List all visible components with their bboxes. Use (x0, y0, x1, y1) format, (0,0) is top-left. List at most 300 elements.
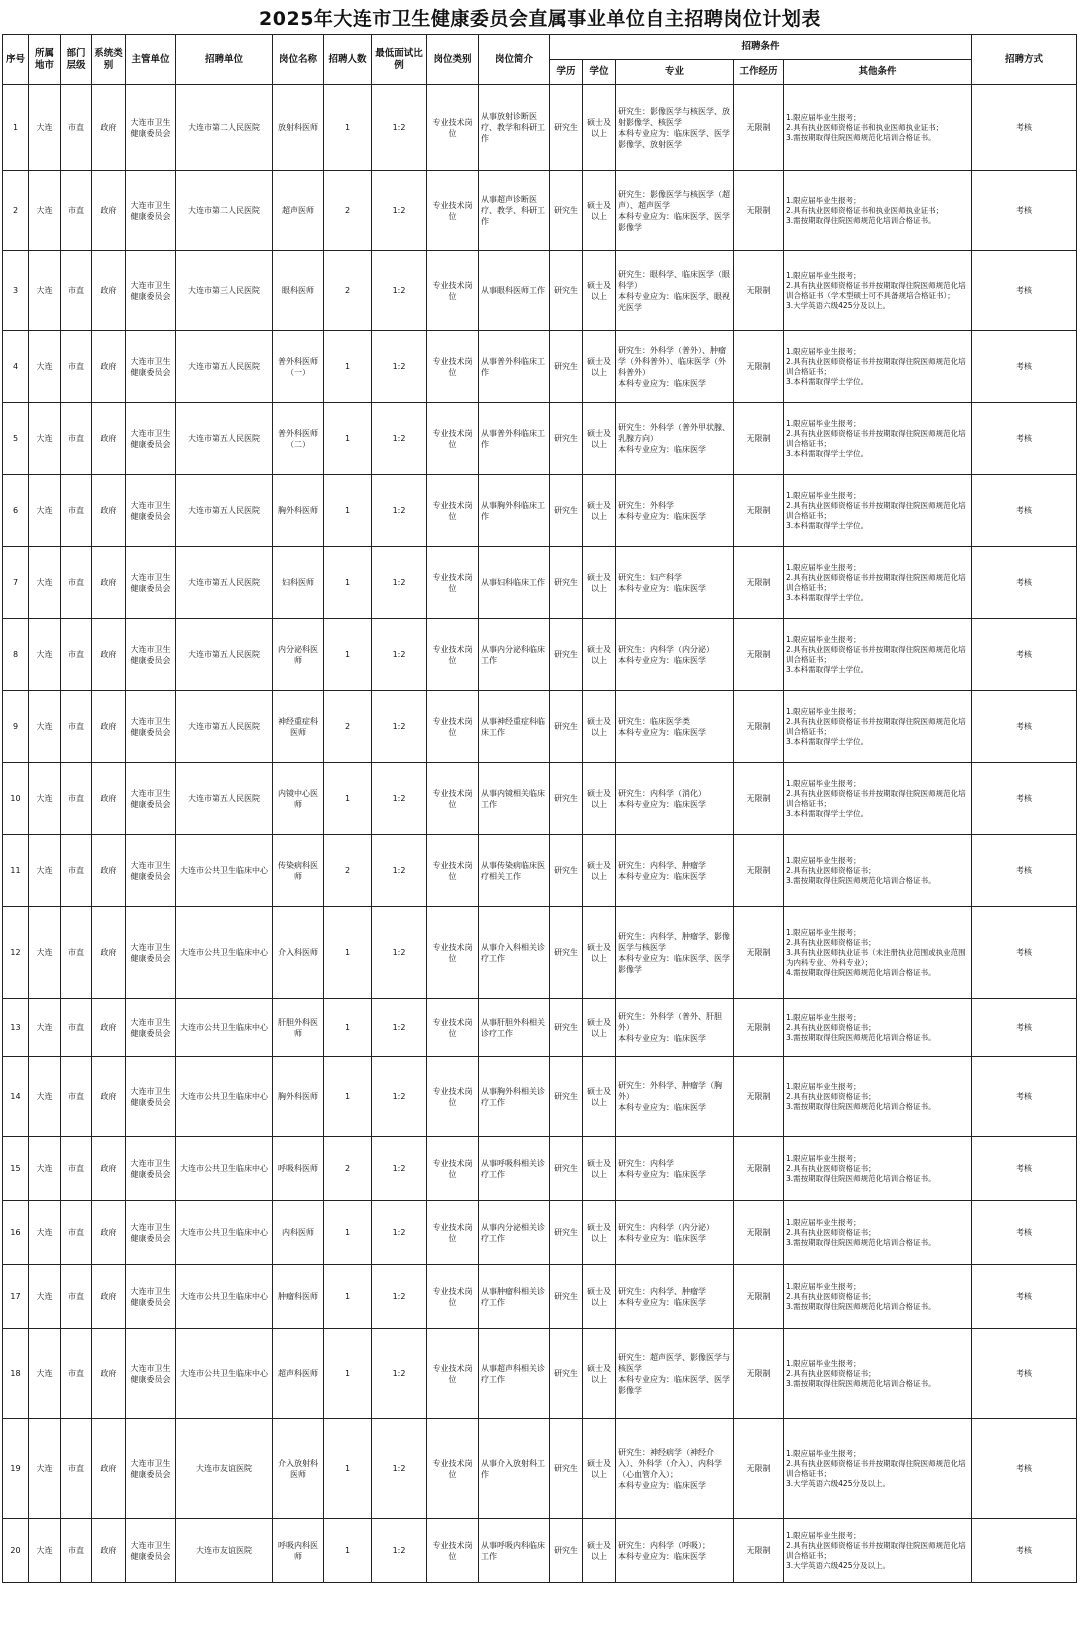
cell-authority: 大连市卫生健康委员会 (126, 251, 176, 331)
header-level: 部门层级 (61, 35, 92, 85)
cell-authority: 大连市卫生健康委员会 (126, 907, 176, 999)
cell-system: 政府 (92, 907, 126, 999)
cell-system: 政府 (92, 835, 126, 907)
cell-post: 普外科医师（一） (273, 331, 324, 403)
cell-intro: 从事介入科相关诊疗工作 (479, 907, 550, 999)
header-city: 所属地市 (29, 35, 61, 85)
cell-major: 研究生：超声医学、影像医学与核医学 本科专业应为：临床医学、医学影像学 (616, 1329, 734, 1419)
cell-city: 大连 (29, 331, 61, 403)
cell-system: 政府 (92, 331, 126, 403)
cell-post: 肿瘤科医师 (273, 1265, 324, 1329)
cell-category: 专业技术岗位 (427, 403, 479, 475)
cell-intro: 从事超声科相关诊疗工作 (479, 1329, 550, 1419)
cell-authority: 大连市卫生健康委员会 (126, 1419, 176, 1519)
cell-count: 1 (324, 1329, 372, 1419)
cell-system: 政府 (92, 1329, 126, 1419)
cell-level: 市直 (61, 1519, 92, 1583)
cell-method: 考核 (972, 619, 1077, 691)
cell-authority: 大连市卫生健康委员会 (126, 1519, 176, 1583)
cell-edu: 研究生 (550, 1137, 583, 1201)
cell-unit: 大连市第五人民医院 (176, 619, 273, 691)
cell-intro: 从事内镜相关临床工作 (479, 763, 550, 835)
cell-post: 胸外科医师 (273, 475, 324, 547)
cell-edu: 研究生 (550, 1201, 583, 1265)
cell-level: 市直 (61, 547, 92, 619)
cell-method: 考核 (972, 331, 1077, 403)
cell-other: 1.限应届毕业生报考； 2.具有执业医师资格证书； 3.具有执业医师执业证书（未注册执业范围或执业范围为内科专业、外科专业）； 4.需按期取得住院医师规范化培训合格证书。 (784, 907, 972, 999)
cell-method: 考核 (972, 691, 1077, 763)
cell-post: 传染病科医师 (273, 835, 324, 907)
cell-intro: 从事传染病临床医疗相关工作 (479, 835, 550, 907)
cell-count: 2 (324, 251, 372, 331)
table-row (3, 1519, 1077, 1583)
cell-intro: 从事放射诊断医疗、教学和科研工作 (479, 85, 550, 171)
cell-system: 政府 (92, 85, 126, 171)
cell-count: 2 (324, 691, 372, 763)
cell-seq: 4 (3, 331, 29, 403)
cell-authority: 大连市卫生健康委员会 (126, 331, 176, 403)
cell-post: 呼吸科医师 (273, 1137, 324, 1201)
cell-other: 1.限应届毕业生报考； 2.具有执业医师资格证书； 3.需按期取得住院医师规范化培训合格证书。 (784, 1137, 972, 1201)
cell-category: 专业技术岗位 (427, 331, 479, 403)
cell-major: 研究生：内科学、肿瘤学 本科专业应为：临床医学 (616, 1265, 734, 1329)
cell-other: 1.限应届毕业生报考； 2.具有执业医师资格证书； 3.需按期取得住院医师规范化培训合格证书。 (784, 1265, 972, 1329)
cell-authority: 大连市卫生健康委员会 (126, 763, 176, 835)
cell-edu: 研究生 (550, 763, 583, 835)
cell-count: 1 (324, 547, 372, 619)
cell-system: 政府 (92, 1057, 126, 1137)
cell-experience: 无限制 (734, 1329, 784, 1419)
cell-intro: 从事妇科临床工作 (479, 547, 550, 619)
cell-authority: 大连市卫生健康委员会 (126, 1057, 176, 1137)
cell-category: 专业技术岗位 (427, 619, 479, 691)
cell-edu: 研究生 (550, 1329, 583, 1419)
cell-ratio: 1:2 (372, 763, 427, 835)
cell-city: 大连 (29, 691, 61, 763)
cell-ratio: 1:2 (372, 1265, 427, 1329)
cell-count: 2 (324, 1137, 372, 1201)
cell-unit: 大连市第五人民医院 (176, 763, 273, 835)
cell-other: 1.限应届毕业生报考； 2.具有执业医师资格证书； 3.需按期取得住院医师规范化培训合格证书。 (784, 1329, 972, 1419)
cell-unit: 大连市公共卫生临床中心 (176, 1201, 273, 1265)
cell-city: 大连 (29, 403, 61, 475)
cell-city: 大连 (29, 1137, 61, 1201)
cell-seq: 11 (3, 835, 29, 907)
cell-count: 1 (324, 403, 372, 475)
cell-authority: 大连市卫生健康委员会 (126, 619, 176, 691)
cell-other: 1.限应届毕业生报考； 2.具有执业医师资格证书； 3.需按期取得住院医师规范化培训合格证书。 (784, 999, 972, 1057)
cell-major: 研究生：内科学（消化） 本科专业应为：临床医学 (616, 763, 734, 835)
cell-degree: 硕士及以上 (583, 763, 616, 835)
cell-level: 市直 (61, 1329, 92, 1419)
cell-post: 呼吸内科医师 (273, 1519, 324, 1583)
cell-level: 市直 (61, 835, 92, 907)
cell-edu: 研究生 (550, 331, 583, 403)
cell-unit: 大连市第二人民医院 (176, 171, 273, 251)
cell-authority: 大连市卫生健康委员会 (126, 691, 176, 763)
header-post: 岗位名称 (273, 35, 324, 85)
cell-ratio: 1:2 (372, 1329, 427, 1419)
cell-major: 研究生：妇产科学 本科专业应为：临床医学 (616, 547, 734, 619)
cell-city: 大连 (29, 1201, 61, 1265)
header-degree: 学位 (583, 60, 616, 85)
cell-seq: 12 (3, 907, 29, 999)
cell-authority: 大连市卫生健康委员会 (126, 1201, 176, 1265)
cell-degree: 硕士及以上 (583, 1419, 616, 1519)
cell-intro: 从事呼吸内科临床工作 (479, 1519, 550, 1583)
cell-method: 考核 (972, 403, 1077, 475)
cell-degree: 硕士及以上 (583, 907, 616, 999)
cell-intro: 从事眼科医师工作 (479, 251, 550, 331)
cell-category: 专业技术岗位 (427, 999, 479, 1057)
cell-ratio: 1:2 (372, 171, 427, 251)
cell-count: 2 (324, 835, 372, 907)
cell-system: 政府 (92, 619, 126, 691)
cell-authority: 大连市卫生健康委员会 (126, 835, 176, 907)
cell-major: 研究生：外科学（普外）、肿瘤学（外科普外）、临床医学（外科普外） 本科专业应为：临床医学 (616, 331, 734, 403)
cell-level: 市直 (61, 1057, 92, 1137)
cell-system: 政府 (92, 547, 126, 619)
cell-authority: 大连市卫生健康委员会 (126, 1265, 176, 1329)
cell-unit: 大连市第五人民医院 (176, 691, 273, 763)
cell-system: 政府 (92, 691, 126, 763)
cell-system: 政府 (92, 1519, 126, 1583)
cell-post: 神经重症科医师 (273, 691, 324, 763)
table-row (3, 475, 1077, 547)
cell-category: 专业技术岗位 (427, 1201, 479, 1265)
cell-system: 政府 (92, 1201, 126, 1265)
cell-authority: 大连市卫生健康委员会 (126, 85, 176, 171)
header-unit: 招聘单位 (176, 35, 273, 85)
cell-experience: 无限制 (734, 251, 784, 331)
cell-degree: 硕士及以上 (583, 835, 616, 907)
cell-system: 政府 (92, 763, 126, 835)
cell-post: 妇科医师 (273, 547, 324, 619)
cell-edu: 研究生 (550, 835, 583, 907)
page-title: 2025年大连市卫生健康委员会直属事业单位自主招聘岗位计划表 (259, 8, 821, 30)
cell-method: 考核 (972, 547, 1077, 619)
table-row (3, 331, 1077, 403)
cell-seq: 9 (3, 691, 29, 763)
cell-count: 1 (324, 331, 372, 403)
cell-city: 大连 (29, 85, 61, 171)
cell-post: 内分泌科医师 (273, 619, 324, 691)
cell-level: 市直 (61, 251, 92, 331)
cell-authority: 大连市卫生健康委员会 (126, 475, 176, 547)
cell-major: 研究生：内科学（内分泌） 本科专业应为：临床医学 (616, 619, 734, 691)
cell-major: 研究生：影像医学与核医学、放射影像学、核医学 本科专业应为：临床医学、医学影像学、放射医学 (616, 85, 734, 171)
cell-degree: 硕士及以上 (583, 1329, 616, 1419)
cell-degree: 硕士及以上 (583, 1519, 616, 1583)
table-row (3, 1329, 1077, 1419)
cell-other: 1.限应届毕业生报考； 2.具有执业医师资格证书和执业医师执业证书； 3.需按期取得住院医师规范化培训合格证书。 (784, 171, 972, 251)
cell-seq: 10 (3, 763, 29, 835)
header-authority: 主管单位 (126, 35, 176, 85)
cell-count: 2 (324, 171, 372, 251)
cell-method: 考核 (972, 251, 1077, 331)
cell-experience: 无限制 (734, 763, 784, 835)
table-row (3, 171, 1077, 251)
cell-method: 考核 (972, 85, 1077, 171)
cell-level: 市直 (61, 171, 92, 251)
cell-ratio: 1:2 (372, 331, 427, 403)
cell-ratio: 1:2 (372, 85, 427, 171)
cell-category: 专业技术岗位 (427, 1519, 479, 1583)
table-row (3, 835, 1077, 907)
cell-method: 考核 (972, 1201, 1077, 1265)
cell-city: 大连 (29, 547, 61, 619)
cell-system: 政府 (92, 251, 126, 331)
cell-other: 1.限应届毕业生报考； 2.具有执业医师资格证书并按期取得住院医师规范化培训合格证书； 3.本科需取得学士学位。 (784, 691, 972, 763)
cell-ratio: 1:2 (372, 691, 427, 763)
cell-category: 专业技术岗位 (427, 547, 479, 619)
cell-post: 肝胆外科医师 (273, 999, 324, 1057)
cell-edu: 研究生 (550, 475, 583, 547)
cell-degree: 硕士及以上 (583, 171, 616, 251)
cell-authority: 大连市卫生健康委员会 (126, 171, 176, 251)
cell-degree: 硕士及以上 (583, 999, 616, 1057)
cell-category: 专业技术岗位 (427, 691, 479, 763)
cell-unit: 大连市友谊医院 (176, 1419, 273, 1519)
cell-major: 研究生：内科学、肿瘤学、影像医学与核医学 本科专业应为：临床医学、医学影像学 (616, 907, 734, 999)
cell-edu: 研究生 (550, 999, 583, 1057)
cell-city: 大连 (29, 1329, 61, 1419)
cell-level: 市直 (61, 619, 92, 691)
cell-unit: 大连市公共卫生临床中心 (176, 1137, 273, 1201)
cell-seq: 16 (3, 1201, 29, 1265)
cell-category: 专业技术岗位 (427, 1137, 479, 1201)
cell-city: 大连 (29, 763, 61, 835)
cell-seq: 8 (3, 619, 29, 691)
cell-ratio: 1:2 (372, 547, 427, 619)
cell-method: 考核 (972, 475, 1077, 547)
cell-seq: 17 (3, 1265, 29, 1329)
cell-experience: 无限制 (734, 1265, 784, 1329)
cell-intro: 从事肿瘤科相关诊疗工作 (479, 1265, 550, 1329)
cell-edu: 研究生 (550, 85, 583, 171)
table-row (3, 999, 1077, 1057)
cell-post: 超声科医师 (273, 1329, 324, 1419)
cell-ratio: 1:2 (372, 403, 427, 475)
cell-city: 大连 (29, 1419, 61, 1519)
header-other: 其他条件 (784, 60, 972, 85)
cell-ratio: 1:2 (372, 835, 427, 907)
cell-degree: 硕士及以上 (583, 85, 616, 171)
header-system: 系统类别 (92, 35, 126, 85)
cell-experience: 无限制 (734, 1419, 784, 1519)
cell-other: 1.限应届毕业生报考； 2.具有执业医师资格证书并按期取得住院医师规范化培训合格证书； 3.本科需取得学士学位。 (784, 331, 972, 403)
cell-method: 考核 (972, 1137, 1077, 1201)
cell-unit: 大连市公共卫生临床中心 (176, 907, 273, 999)
cell-count: 1 (324, 1201, 372, 1265)
header-category: 岗位类别 (427, 35, 479, 85)
cell-post: 胸外科医师 (273, 1057, 324, 1137)
table-row (3, 85, 1077, 171)
cell-authority: 大连市卫生健康委员会 (126, 1137, 176, 1201)
cell-edu: 研究生 (550, 1419, 583, 1519)
cell-system: 政府 (92, 1419, 126, 1519)
cell-intro: 从事胸外科相关诊疗工作 (479, 1057, 550, 1137)
cell-degree: 硕士及以上 (583, 251, 616, 331)
cell-intro: 从事胸外科临床工作 (479, 475, 550, 547)
cell-ratio: 1:2 (372, 1201, 427, 1265)
cell-experience: 无限制 (734, 1057, 784, 1137)
cell-ratio: 1:2 (372, 999, 427, 1057)
cell-intro: 从事神经重症科临床工作 (479, 691, 550, 763)
cell-authority: 大连市卫生健康委员会 (126, 1329, 176, 1419)
cell-category: 专业技术岗位 (427, 475, 479, 547)
cell-intro: 从事超声诊断医疗、教学、科研工作 (479, 171, 550, 251)
header-count: 招聘人数 (324, 35, 372, 85)
cell-other: 1.限应届毕业生报考； 2.具有执业医师资格证书并按期取得住院医师规范化培训合格证书； 3.本科需取得学士学位。 (784, 547, 972, 619)
cell-major: 研究生：外科学（普外甲状腺、乳腺方向） 本科专业应为：临床医学 (616, 403, 734, 475)
table-row (3, 1137, 1077, 1201)
cell-major: 研究生：影像医学与核医学（超声）、超声医学 本科专业应为：临床医学、医学影像学 (616, 171, 734, 251)
cell-major: 研究生：内科学（内分泌） 本科专业应为：临床医学 (616, 1201, 734, 1265)
cell-category: 专业技术岗位 (427, 1329, 479, 1419)
cell-count: 1 (324, 619, 372, 691)
cell-other: 1.限应届毕业生报考； 2.具有执业医师资格证书并按期取得住院医师规范化培训合格证书； 3.本科需取得学士学位。 (784, 475, 972, 547)
header-edu: 学历 (550, 60, 583, 85)
cell-experience: 无限制 (734, 907, 784, 999)
cell-experience: 无限制 (734, 547, 784, 619)
cell-post: 普外科医师（二） (273, 403, 324, 475)
table-row (3, 907, 1077, 999)
cell-experience: 无限制 (734, 403, 784, 475)
cell-experience: 无限制 (734, 331, 784, 403)
cell-unit: 大连市公共卫生临床中心 (176, 1329, 273, 1419)
cell-city: 大连 (29, 171, 61, 251)
cell-degree: 硕士及以上 (583, 547, 616, 619)
cell-post: 超声医师 (273, 171, 324, 251)
cell-method: 考核 (972, 171, 1077, 251)
cell-authority: 大连市卫生健康委员会 (126, 403, 176, 475)
cell-count: 1 (324, 999, 372, 1057)
cell-count: 1 (324, 85, 372, 171)
cell-experience: 无限制 (734, 1201, 784, 1265)
cell-level: 市直 (61, 1419, 92, 1519)
cell-level: 市直 (61, 763, 92, 835)
cell-method: 考核 (972, 907, 1077, 999)
cell-intro: 从事内分泌科临床工作 (479, 619, 550, 691)
cell-other: 1.限应届毕业生报考； 2.具有执业医师资格证书并按期取得住院医师规范化培训合格证书； 3.本科需取得学士学位。 (784, 403, 972, 475)
cell-degree: 硕士及以上 (583, 619, 616, 691)
cell-major: 研究生：外科学（普外、肝胆外） 本科专业应为：临床医学 (616, 999, 734, 1057)
cell-edu: 研究生 (550, 1265, 583, 1329)
cell-major: 研究生：内科学 本科专业应为：临床医学 (616, 1137, 734, 1201)
header-intro: 岗位简介 (479, 35, 550, 85)
cell-level: 市直 (61, 331, 92, 403)
cell-system: 政府 (92, 475, 126, 547)
cell-experience: 无限制 (734, 171, 784, 251)
cell-city: 大连 (29, 251, 61, 331)
cell-level: 市直 (61, 999, 92, 1057)
cell-seq: 18 (3, 1329, 29, 1419)
cell-other: 1.限应届毕业生报考； 2.具有执业医师资格证书； 3.需按期取得住院医师规范化培训合格证书。 (784, 1201, 972, 1265)
cell-experience: 无限制 (734, 85, 784, 171)
cell-experience: 无限制 (734, 691, 784, 763)
cell-degree: 硕士及以上 (583, 691, 616, 763)
cell-level: 市直 (61, 475, 92, 547)
cell-seq: 15 (3, 1137, 29, 1201)
cell-method: 考核 (972, 1057, 1077, 1137)
cell-authority: 大连市卫生健康委员会 (126, 999, 176, 1057)
cell-city: 大连 (29, 1057, 61, 1137)
cell-seq: 19 (3, 1419, 29, 1519)
cell-system: 政府 (92, 1265, 126, 1329)
cell-level: 市直 (61, 403, 92, 475)
cell-unit: 大连市公共卫生临床中心 (176, 1057, 273, 1137)
cell-ratio: 1:2 (372, 475, 427, 547)
cell-post: 放射科医师 (273, 85, 324, 171)
cell-unit: 大连市第三人民医院 (176, 251, 273, 331)
cell-unit: 大连市公共卫生临床中心 (176, 999, 273, 1057)
cell-method: 考核 (972, 1329, 1077, 1419)
table-row (3, 619, 1077, 691)
cell-seq: 6 (3, 475, 29, 547)
table-row (3, 1201, 1077, 1265)
header-seq: 序号 (3, 35, 29, 85)
cell-ratio: 1:2 (372, 619, 427, 691)
table-row (3, 547, 1077, 619)
cell-degree: 硕士及以上 (583, 1137, 616, 1201)
cell-unit: 大连市第五人民医院 (176, 475, 273, 547)
cell-major: 研究生：内科学、肿瘤学 本科专业应为：临床医学 (616, 835, 734, 907)
cell-unit: 大连市友谊医院 (176, 1519, 273, 1583)
cell-category: 专业技术岗位 (427, 1419, 479, 1519)
cell-ratio: 1:2 (372, 1519, 427, 1583)
cell-major: 研究生：外科学、肿瘤学（胸外） 本科专业应为：临床医学 (616, 1057, 734, 1137)
cell-method: 考核 (972, 1265, 1077, 1329)
cell-authority: 大连市卫生健康委员会 (126, 547, 176, 619)
table-row (3, 251, 1077, 331)
header-experience: 工作经历 (734, 60, 784, 85)
cell-degree: 硕士及以上 (583, 475, 616, 547)
cell-edu: 研究生 (550, 1519, 583, 1583)
cell-degree: 硕士及以上 (583, 1201, 616, 1265)
cell-seq: 14 (3, 1057, 29, 1137)
cell-other: 1.限应届毕业生报考； 2.具有执业医师资格证书； 3.需按期取得住院医师规范化培训合格证书。 (784, 1057, 972, 1137)
cell-experience: 无限制 (734, 619, 784, 691)
cell-intro: 从事介入放射科工作 (479, 1419, 550, 1519)
cell-method: 考核 (972, 835, 1077, 907)
cell-seq: 1 (3, 85, 29, 171)
cell-other: 1.限应届毕业生报考； 2.具有执业医师资格证书并按期取得住院医师规范化培训合格证书； 3.大学英语六级425分及以上。 (784, 1519, 972, 1583)
cell-edu: 研究生 (550, 691, 583, 763)
cell-post: 眼科医师 (273, 251, 324, 331)
cell-city: 大连 (29, 835, 61, 907)
cell-system: 政府 (92, 999, 126, 1057)
cell-unit: 大连市第五人民医院 (176, 547, 273, 619)
cell-method: 考核 (972, 1519, 1077, 1583)
cell-edu: 研究生 (550, 619, 583, 691)
cell-unit: 大连市第五人民医院 (176, 403, 273, 475)
recruitment-table (2, 34, 1077, 1583)
cell-intro: 从事内分泌相关诊疗工作 (479, 1201, 550, 1265)
cell-count: 1 (324, 1419, 372, 1519)
cell-city: 大连 (29, 1265, 61, 1329)
cell-major: 研究生：临床医学类 本科专业应为：临床医学 (616, 691, 734, 763)
cell-seq: 13 (3, 999, 29, 1057)
cell-category: 专业技术岗位 (427, 763, 479, 835)
table-row (3, 1419, 1077, 1519)
cell-city: 大连 (29, 999, 61, 1057)
cell-level: 市直 (61, 1201, 92, 1265)
cell-count: 1 (324, 907, 372, 999)
cell-seq: 20 (3, 1519, 29, 1583)
cell-ratio: 1:2 (372, 1057, 427, 1137)
cell-other: 1.限应届毕业生报考； 2.具有执业医师资格证书并按期取得住院医师规范化培训合格证书； 3.本科需取得学士学位。 (784, 763, 972, 835)
